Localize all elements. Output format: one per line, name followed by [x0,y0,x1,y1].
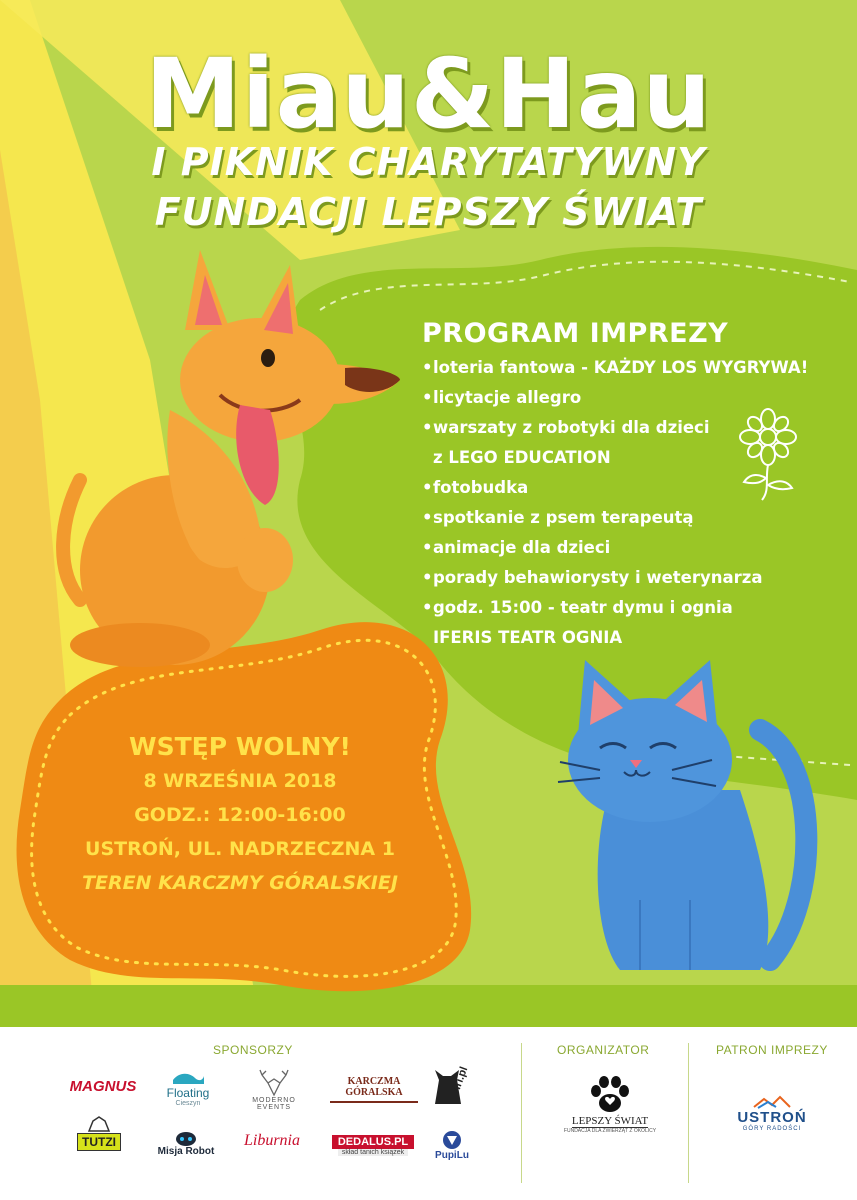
free-entry: WSTĘP WOLNY! [129,732,351,761]
dog-feet [70,623,210,667]
organizer-label: ORGANIZATOR [557,1043,650,1057]
floating-wave-icon [171,1070,205,1086]
program-section [422,318,842,653]
program-item: •animacje dla dzieci [422,538,611,557]
footer-divider [688,1043,689,1183]
event-info [60,730,420,900]
program-heading: PROGRAM IMPREZY [422,318,729,349]
mountains-icon [752,1095,792,1109]
program-item-continuation: z LEGO EDUCATION [433,448,611,467]
lepszy-swiat-logo: LEPSZY ŚWIAT FUNDACJA DLA ZWIERZĄT Z OKOLICY [560,1071,660,1137]
patron-label: PATRON IMPREZY [716,1043,828,1057]
magnus-logo: MAGNUS [69,1077,137,1095]
bottom-green-band [0,985,857,1027]
event-address: USTROŃ, UL. NADRZECZNA 1 [85,838,395,860]
event-hours: GODZ.: 12:00-16:00 [134,804,346,826]
viri-logo: viri.pl [428,1063,474,1109]
pupilu-logo: PupiLu [430,1125,474,1165]
event-date: 8 WRZEŚNIA 2018 [143,770,337,792]
misja-robot-logo: Misja Robot [150,1125,222,1161]
karczma-goralska-logo: KARCZMA GÓRALSKA [330,1073,418,1103]
robot-icon [174,1130,198,1146]
liburnia-logo: Liburnia [243,1132,300,1149]
deer-icon [257,1069,291,1097]
tutzi-dog-icon [87,1115,111,1133]
program-item-continuation: IFERIS TEATR OGNIA [433,628,623,647]
event-subtitle-line2: FUNDACJI LEPSZY ŚWIAT [154,190,703,234]
ustron-logo: USTROŃ GÓRY RADOŚCI [722,1085,822,1141]
program-item: •spotkanie z psem terapeutą [422,508,694,527]
program-item: •porady behawiorysty i weterynarza [422,568,763,587]
event-subtitle-line1: I PIKNIK CHARYTATYWNY [151,140,706,184]
sponsors-footer [0,1027,857,1200]
dog-paw-right [237,528,293,592]
pupilu-icon [441,1130,463,1150]
program-item: •warszaty z robotyki dla dzieci [422,418,710,437]
program-item: •licytacje allegro [422,388,582,407]
sponsors-label: SPONSORZY [213,1043,293,1057]
footer-divider [521,1043,522,1183]
event-venue: TEREN KARCZMY GÓRALSKIEJ [82,872,398,894]
dog-paw-left [186,500,234,560]
moderno-events-logo: MODERNO EVENTS [236,1065,312,1115]
event-title: Miau&Hau [145,38,712,150]
paw-icon [588,1075,632,1115]
floating-logo: Floating Cieszyn [158,1067,218,1109]
program-item: •loteria fantowa - KAŻDY LOS WYGRYWA! [422,358,809,377]
program-item: •godz. 15:00 - teatr dymu i ognia [422,598,733,617]
tutzi-logo: TUTZI [68,1109,130,1157]
dog-eye [261,349,275,367]
program-item: •fotobudka [422,478,529,497]
dedalus-logo: DEDALUS.PL skład tanich książek [324,1131,422,1159]
program-list [422,353,842,653]
